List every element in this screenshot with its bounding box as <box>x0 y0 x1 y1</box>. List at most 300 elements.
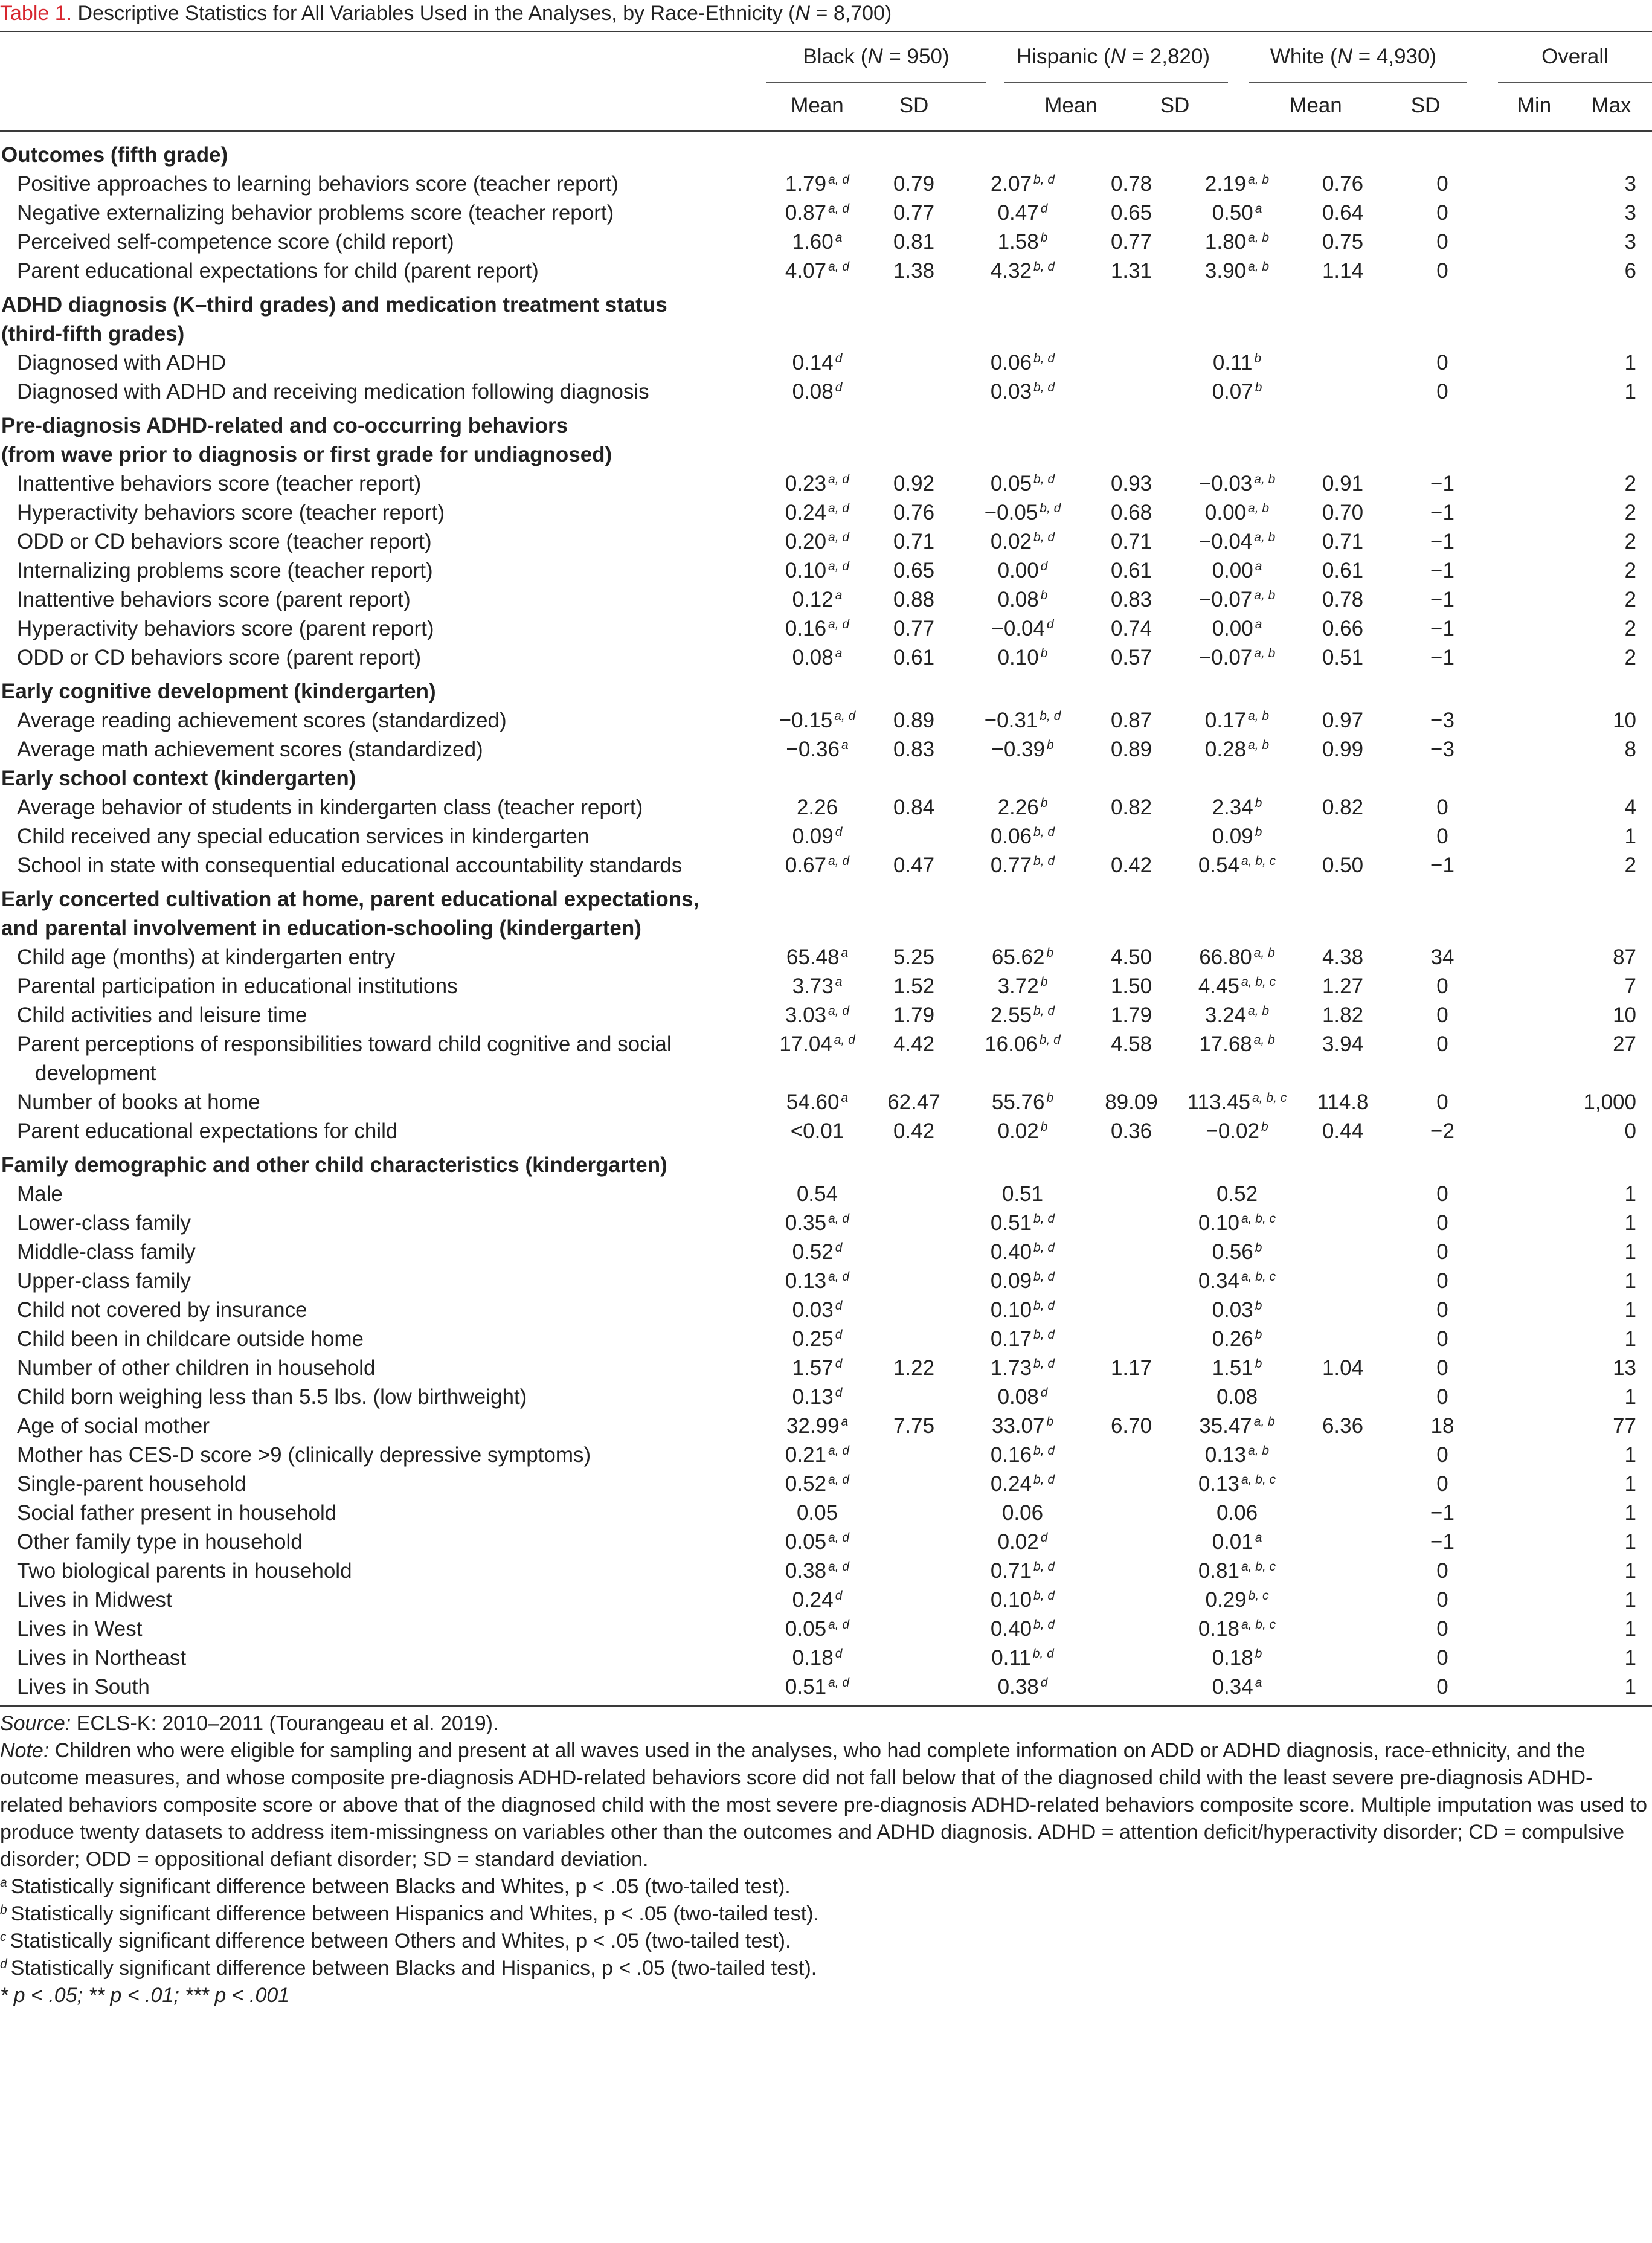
significance-superscript: b, d <box>1033 1299 1055 1313</box>
cell-white-sd <box>1297 1296 1388 1325</box>
cell-hispanic-sd <box>1086 1644 1177 1673</box>
cell-hispanic-sd <box>1086 1238 1177 1267</box>
cell-black-sd: 0.77 <box>893 617 935 640</box>
significance-superscript: b, d <box>1033 1560 1055 1574</box>
cell-hispanic-mean: 2.26 $^b$ <box>997 796 1048 819</box>
table-row <box>0 257 1652 286</box>
table-row <box>0 822 1652 851</box>
cell-overall-min: 0 <box>1436 1032 1448 1056</box>
cell-white-mean: 0.28 $^{a, b}$ <box>1204 738 1270 761</box>
significance-superscript: b, d <box>1040 709 1061 723</box>
cell-hispanic-sd <box>1086 1209 1177 1238</box>
row-label: Negative externalizing behavior problems score (teacher report) <box>17 201 614 225</box>
cell-white-sd <box>1297 1615 1388 1644</box>
table-row <box>0 1586 1652 1615</box>
table-row <box>0 469 1652 498</box>
cell-hispanic-mean: 33.07 $^b$ <box>991 1414 1054 1438</box>
header-group-hispanic: Hispanic (N = 2,820) <box>1016 45 1210 68</box>
top-rule <box>0 31 1652 32</box>
cell-black-mean: 0.67 $^{a, d}$ <box>785 854 850 877</box>
significance-superscript: d <box>1040 202 1048 216</box>
row-label: Lives in West <box>17 1617 143 1641</box>
cell-hispanic-sd: 0.74 <box>1110 617 1152 640</box>
section-heading-row <box>0 672 1652 706</box>
cell-overall-min: 0 <box>1436 1269 1448 1293</box>
cell-black-mean: 1.60 $^a$ <box>792 230 843 254</box>
table-row <box>0 228 1652 257</box>
cell-white-sd: 0.78 <box>1322 588 1364 611</box>
cell-black-sd: 1.79 <box>893 1003 935 1027</box>
significance-superscript: a, b <box>1248 260 1270 274</box>
table-row <box>0 793 1652 822</box>
cell-overall-min: 18 <box>1430 1414 1454 1438</box>
cell-white-mean: 0.10 $^{a, b, c}$ <box>1198 1211 1276 1235</box>
cell-black-mean: 0.13 $^{a, d}$ <box>785 1269 850 1293</box>
cell-hispanic-sd: 0.83 <box>1110 588 1152 611</box>
cell-white-mean: 0.13 $^{a, b}$ <box>1204 1443 1270 1467</box>
cell-black-mean: <0.01 <box>790 1119 844 1143</box>
significance-superscript: a <box>835 975 843 989</box>
significance-superscript: a, d <box>828 1560 850 1574</box>
cell-black-mean: 0.87 $^{a, d}$ <box>785 201 850 225</box>
cell-black-mean: 0.09 $^d$ <box>792 825 843 848</box>
cell-hispanic-mean: 0.51 <box>1001 1182 1044 1206</box>
cell-overall-max: 1 <box>1624 1501 1636 1525</box>
cell-white-sd: 0.82 <box>1322 796 1364 819</box>
footnote-d: $^d$ Statistically significant difference between Blacks and Hispanics, p < .05 (two-tailed test). <box>0 1957 817 1980</box>
cell-hispanic-sd <box>1086 1557 1177 1586</box>
cell-overall-min: 0 <box>1436 1472 1448 1496</box>
cell-white-sd <box>1297 1557 1388 1586</box>
row-label: Parental participation in educational institutions <box>17 974 458 998</box>
significance-superscript: b, d <box>1033 472 1055 486</box>
section-heading: Outcomes (fifth grade) <box>1 143 228 167</box>
cell-overall-max: 3 <box>1624 201 1636 225</box>
cell-hispanic-sd <box>1086 1296 1177 1325</box>
cell-hispanic-mean: 0.06 <box>1001 1501 1044 1525</box>
cell-overall-min: 0 <box>1436 1182 1448 1206</box>
significance-superscript: d <box>1040 1386 1048 1400</box>
cell-hispanic-sd <box>1086 1441 1177 1470</box>
table-row <box>0 1267 1652 1296</box>
cell-white-mean: 0.08 <box>1216 1385 1258 1409</box>
cell-overall-min: 0 <box>1436 201 1448 225</box>
row-label: Child activities and leisure time <box>17 1003 307 1027</box>
cell-white-mean: 0.81 $^{a, b, c}$ <box>1198 1559 1276 1583</box>
cell-hispanic-sd: 89.09 <box>1105 1090 1158 1114</box>
cell-white-sd: 0.75 <box>1322 230 1364 254</box>
row-label: Diagnosed with ADHD and receiving medication following diagnosis <box>17 380 649 404</box>
cell-hispanic-sd <box>1086 1470 1177 1499</box>
significance-superscript: a, d <box>828 1531 850 1545</box>
row-label: Lives in Northeast <box>17 1646 187 1670</box>
cell-overall-min: 0 <box>1436 1211 1448 1235</box>
cell-hispanic-mean: 0.40 $^{b, d}$ <box>990 1240 1055 1264</box>
cell-black-sd: 0.88 <box>893 588 935 611</box>
significance-superscript: b, d <box>1033 1004 1055 1018</box>
cell-overall-min: 0 <box>1436 1646 1448 1670</box>
significance-superscript: a, d <box>828 559 850 573</box>
table-row <box>0 1412 1652 1441</box>
cell-overall-max: 10 <box>1613 709 1636 732</box>
cell-white-sd <box>1297 1499 1388 1528</box>
significance-superscript: b <box>1040 588 1048 602</box>
cell-black-sd: 0.61 <box>893 646 935 669</box>
row-label: ODD or CD behaviors score (teacher report) <box>17 530 432 553</box>
table-row <box>0 556 1652 585</box>
significance-superscript: b, d <box>1033 1212 1055 1226</box>
table-row <box>0 1209 1652 1238</box>
cell-black-mean: 0.24 $^{a, d}$ <box>785 501 850 524</box>
header-white-sd: SD <box>1410 94 1441 117</box>
footnote-list <box>0 1873 1652 1982</box>
cell-black-mean: 1.79 $^{a, d}$ <box>785 172 850 196</box>
cell-hispanic-sd: 0.89 <box>1110 738 1152 761</box>
cell-white-sd <box>1297 1267 1388 1296</box>
cell-white-mean: 0.17 $^{a, b}$ <box>1204 709 1270 732</box>
significance-superscript: b <box>1255 1357 1262 1371</box>
cell-white-sd: 0.99 <box>1322 738 1364 761</box>
section-heading: Early concerted cultivation at home, parent educational expectations, and parental involvement in education-schooling (kindergarten) <box>1 887 699 940</box>
cell-overall-max: 8 <box>1624 738 1636 761</box>
cell-hispanic-mean: 0.09 $^{b, d}$ <box>990 1269 1055 1293</box>
section-heading: Pre-diagnosis ADHD-related and co-occurring behaviors (from wave prior to diagnosis or first grade for undiagnosed) <box>1 414 612 466</box>
cell-white-sd <box>1297 1209 1388 1238</box>
cell-white-mean: 0.01 $^a$ <box>1212 1530 1262 1554</box>
cell-overall-min: −1 <box>1430 646 1454 669</box>
significance-superscript: a, b <box>1254 472 1276 486</box>
significance-superscript: b, d <box>1033 1241 1055 1255</box>
cell-white-sd <box>1297 1528 1388 1557</box>
significance-superscript: d <box>835 1386 843 1400</box>
cell-black-sd <box>869 1325 959 1354</box>
significance-superscript: b <box>1255 1299 1262 1313</box>
cell-overall-min: −1 <box>1430 854 1454 877</box>
cell-black-mean: 2.26 <box>796 796 838 819</box>
table-row <box>0 1030 1652 1088</box>
cell-hispanic-sd <box>1086 1499 1177 1528</box>
cell-white-sd: 0.97 <box>1322 709 1364 732</box>
significance-superscript: b <box>1255 796 1262 810</box>
cell-white-mean: 0.18 $^{a, b, c}$ <box>1198 1617 1276 1641</box>
cell-white-sd: 1.82 <box>1322 1003 1364 1027</box>
cell-hispanic-mean: 2.55 $^{b, d}$ <box>990 1003 1055 1027</box>
table-footer <box>0 1710 1652 2009</box>
cell-black-mean: 0.25 $^d$ <box>792 1327 843 1351</box>
significance-superscript: a, b <box>1248 1004 1270 1018</box>
cell-black-sd <box>869 1267 959 1296</box>
cell-hispanic-sd: 0.68 <box>1110 501 1152 524</box>
row-label: Parent educational expectations for child <box>17 1119 398 1143</box>
cell-white-sd: 0.64 <box>1322 201 1364 225</box>
cell-black-mean: 0.18 $^d$ <box>792 1646 843 1670</box>
table-row <box>0 1528 1652 1557</box>
cell-black-mean: 54.60 $^a$ <box>786 1090 849 1114</box>
significance-superscript: a, b <box>1248 501 1270 515</box>
cell-hispanic-mean: 0.02 $^d$ <box>997 1530 1048 1554</box>
cell-hispanic-sd <box>1086 1267 1177 1296</box>
row-label: Parent perceptions of responsibilities toward child cognitive and social development <box>17 1032 672 1085</box>
cell-white-mean: 1.51 $^b$ <box>1212 1356 1262 1380</box>
row-label: Lives in South <box>17 1675 150 1699</box>
cell-overall-min: 0 <box>1436 1240 1448 1264</box>
row-label: Child age (months) at kindergarten entry <box>17 945 396 969</box>
table-title <box>0 0 892 27</box>
cell-hispanic-mean: −0.04 $^d$ <box>991 617 1054 640</box>
footnote-a: $^a$ Statistically significant difference between Blacks and Whites, p < .05 (two-tailed test). <box>0 1875 791 1898</box>
table-row <box>0 349 1652 378</box>
significance-superscript: a, b <box>1253 946 1275 960</box>
cell-overall-max: 1 <box>1624 1182 1636 1206</box>
row-label: Social father present in household <box>17 1501 337 1525</box>
cell-black-mean: 0.08 $^a$ <box>792 646 843 669</box>
source-line: Source: ECLS-K: 2010–2011 (Tourangeau et al. 2019). <box>0 1712 499 1735</box>
cell-overall-min: −1 <box>1430 530 1454 553</box>
cell-hispanic-sd: 0.61 <box>1110 559 1152 582</box>
cell-overall-min: 0 <box>1436 172 1448 196</box>
cell-white-sd: 0.66 <box>1322 617 1364 640</box>
cell-hispanic-mean: 16.06 $^{b, d}$ <box>985 1032 1061 1056</box>
cell-black-sd: 0.81 <box>893 230 935 254</box>
cell-black-sd: 0.47 <box>893 854 935 877</box>
cell-overall-min: 0 <box>1436 1675 1448 1699</box>
section-heading-row <box>0 286 1652 349</box>
cell-black-mean: 0.16 $^{a, d}$ <box>785 617 850 640</box>
cell-hispanic-mean: −0.31 $^{b, d}$ <box>984 709 1061 732</box>
significance-superscript: d <box>835 1647 843 1661</box>
cell-overall-min: 0 <box>1436 796 1448 819</box>
section-heading-row <box>0 407 1652 469</box>
cell-overall-max: 77 <box>1613 1414 1636 1438</box>
cell-white-mean: 0.18 $^b$ <box>1212 1646 1262 1670</box>
row-label: Age of social mother <box>17 1414 210 1438</box>
cell-black-sd <box>869 1296 959 1325</box>
cell-black-sd: 0.76 <box>893 501 935 524</box>
cell-black-sd <box>869 349 959 378</box>
cell-hispanic-mean: 65.62 $^b$ <box>991 945 1054 969</box>
significance-superscript: a <box>1255 559 1262 573</box>
table-row <box>0 527 1652 556</box>
cell-hispanic-sd <box>1086 1325 1177 1354</box>
cell-black-sd <box>869 1238 959 1267</box>
cell-overall-min: 0 <box>1436 1090 1448 1114</box>
significance-superscript: a, d <box>828 202 850 216</box>
cell-white-sd <box>1297 1238 1388 1267</box>
significance-superscript: b, d <box>1033 260 1055 274</box>
table-row <box>0 1644 1652 1673</box>
significance-superscript: b, d <box>1033 1270 1055 1284</box>
cell-black-sd: 0.84 <box>893 796 935 819</box>
cell-hispanic-sd: 6.70 <box>1110 1414 1152 1438</box>
table-row <box>0 1470 1652 1499</box>
cell-white-sd: 0.50 <box>1322 854 1364 877</box>
row-label: Hyperactivity behaviors score (parent report) <box>17 617 434 640</box>
cell-white-mean: 35.47 $^{a, b}$ <box>1199 1414 1275 1438</box>
significance-superscript: a, b <box>1248 738 1270 752</box>
cell-hispanic-sd: 0.42 <box>1110 854 1152 877</box>
significance-superscript: a, d <box>828 1212 850 1226</box>
cell-white-sd <box>1297 822 1388 851</box>
section-heading-row <box>0 880 1652 943</box>
cell-hispanic-sd: 0.57 <box>1110 646 1152 669</box>
cell-hispanic-mean: 0.06 $^{b, d}$ <box>990 825 1055 848</box>
cell-hispanic-mean: 0.02 $^b$ <box>997 1119 1048 1143</box>
header-white-mean: Mean <box>1289 94 1342 117</box>
significance-superscript: d <box>1040 559 1048 573</box>
cell-hispanic-mean: 0.17 $^{b, d}$ <box>990 1327 1055 1351</box>
section-heading: Early cognitive development (kindergarten) <box>1 680 436 703</box>
cell-overall-max: 1 <box>1624 1559 1636 1583</box>
significance-superscript: a <box>841 1415 849 1429</box>
cell-hispanic-sd: 4.50 <box>1110 945 1152 969</box>
header-overall-max: Max <box>1591 94 1631 117</box>
cell-hispanic-mean: 0.08 $^d$ <box>997 1385 1048 1409</box>
cell-white-mean: −0.07 $^{a, b}$ <box>1198 588 1276 611</box>
significance-superscript: a, b, c <box>1241 1560 1276 1574</box>
cell-white-mean: 0.00 $^a$ <box>1212 617 1262 640</box>
cell-overall-min: −1 <box>1430 1530 1454 1554</box>
cell-white-mean: −0.07 $^{a, b}$ <box>1198 646 1276 669</box>
cell-white-mean: −0.02 $^b$ <box>1206 1119 1268 1143</box>
cell-hispanic-mean: −0.39 $^b$ <box>991 738 1054 761</box>
cell-black-mean: 0.52 $^{a, d}$ <box>785 1472 850 1496</box>
row-label: ODD or CD behaviors score (parent report) <box>17 646 422 669</box>
significance-superscript: b <box>1255 1328 1262 1342</box>
cell-black-mean: 0.03 $^d$ <box>792 1298 843 1322</box>
significance-superscript: b, d <box>1033 173 1055 187</box>
cell-white-sd: 0.70 <box>1322 501 1364 524</box>
cell-black-mean: 4.07 $^{a, d}$ <box>785 259 850 283</box>
row-label: Male <box>17 1182 63 1206</box>
significance-superscript: b <box>1040 1120 1048 1134</box>
cell-overall-max: 2 <box>1624 617 1636 640</box>
significance-superscript: b, d <box>1039 1033 1061 1047</box>
cell-black-mean: 0.05 $^{a, d}$ <box>785 1617 850 1641</box>
significance-superscript: a <box>841 946 849 960</box>
significance-superscript: a, d <box>828 472 850 486</box>
cell-overall-max: 2 <box>1624 588 1636 611</box>
cell-overall-max: 6 <box>1624 259 1636 283</box>
significance-superscript: d <box>835 381 843 394</box>
significance-superscript: b, d <box>1040 501 1061 515</box>
stats-table <box>0 136 1652 1702</box>
cell-hispanic-mean: 0.38 $^d$ <box>997 1675 1048 1699</box>
significance-superscript: a <box>1255 1531 1262 1545</box>
cell-overall-min: 34 <box>1430 945 1454 969</box>
cell-overall-max: 1 <box>1624 1327 1636 1351</box>
cell-hispanic-sd <box>1086 378 1177 407</box>
cell-white-mean: 4.45 $^{a, b, c}$ <box>1198 974 1276 998</box>
significance-superscript: a <box>1255 1676 1262 1690</box>
table-row <box>0 1001 1652 1030</box>
cell-black-sd <box>869 822 959 851</box>
cell-white-mean: 0.34 $^{a, b, c}$ <box>1198 1269 1276 1293</box>
significance-superscript: b, d <box>1033 530 1055 544</box>
cell-black-mean: 17.04 $^{a, d}$ <box>779 1032 855 1056</box>
cell-white-mean: 0.03 $^b$ <box>1212 1298 1262 1322</box>
cell-white-mean: 0.11 $^b$ <box>1212 351 1262 375</box>
cell-black-mean: 3.73 $^a$ <box>792 974 843 998</box>
significance-superscript: b, d <box>1033 1328 1055 1342</box>
cell-overall-min: 0 <box>1436 1298 1448 1322</box>
cell-hispanic-sd <box>1086 1383 1177 1412</box>
cell-hispanic-mean: 0.03 $^{b, d}$ <box>990 380 1055 404</box>
cell-hispanic-sd <box>1086 1528 1177 1557</box>
cell-black-mean: 0.35 $^{a, d}$ <box>785 1211 850 1235</box>
cell-black-sd <box>869 1499 959 1528</box>
cell-hispanic-mean: 0.10 $^{b, d}$ <box>990 1588 1055 1612</box>
significance-superscript: d <box>1040 1531 1048 1545</box>
cell-black-mean: 0.23 $^{a, d}$ <box>785 472 850 495</box>
cell-black-sd: 0.92 <box>893 472 935 495</box>
section-heading: Family demographic and other child characteristics (kindergarten) <box>1 1153 667 1177</box>
row-label: Mother has CES-D score >9 (clinically depressive symptoms) <box>17 1443 591 1467</box>
cell-white-sd: 1.04 <box>1322 1356 1364 1380</box>
section-heading-row <box>0 136 1652 170</box>
cell-overall-max: 1 <box>1624 351 1636 375</box>
significance-superscript: a <box>835 588 843 602</box>
cell-black-sd <box>869 1673 959 1702</box>
group-rule-white <box>1249 82 1467 83</box>
significance-superscript: a, b, c <box>1241 1270 1276 1284</box>
cell-white-sd <box>1297 1180 1388 1209</box>
table-row <box>0 1383 1652 1412</box>
significance-superscript: a <box>841 1091 849 1105</box>
cell-white-sd: 1.27 <box>1322 974 1364 998</box>
cell-black-mean: 0.38 $^{a, d}$ <box>785 1559 850 1583</box>
cell-hispanic-sd: 1.31 <box>1110 259 1152 283</box>
header-black-sd: SD <box>899 94 929 117</box>
table-row <box>0 851 1652 880</box>
cell-overall-min: 0 <box>1436 351 1448 375</box>
cell-white-sd <box>1297 1383 1388 1412</box>
cell-white-mean: −0.04 $^{a, b}$ <box>1198 530 1276 553</box>
significance-superscript: d <box>835 1357 843 1371</box>
significance-superscript: d <box>1046 617 1054 631</box>
section-heading: Early school context (kindergarten) <box>1 767 356 790</box>
cell-black-mean: 0.13 $^d$ <box>792 1385 843 1409</box>
cell-hispanic-sd <box>1086 822 1177 851</box>
cell-black-sd: 0.79 <box>893 172 935 196</box>
significance-superscript: a, b <box>1248 231 1270 245</box>
significance-superscript: a, d <box>828 173 850 187</box>
cell-black-sd <box>869 1383 959 1412</box>
cell-black-mean: 1.57 $^d$ <box>792 1356 843 1380</box>
cell-overall-max: 2 <box>1624 559 1636 582</box>
cell-white-sd <box>1297 1470 1388 1499</box>
cell-overall-max: 2 <box>1624 854 1636 877</box>
cell-hispanic-sd: 0.36 <box>1110 1119 1152 1143</box>
row-label: Inattentive behaviors score (teacher report) <box>17 472 422 495</box>
significance-superscript: a, b, c <box>1252 1091 1287 1105</box>
cell-hispanic-sd <box>1086 1615 1177 1644</box>
cell-hispanic-mean: 0.00 $^d$ <box>997 559 1048 582</box>
cell-black-sd: 0.71 <box>893 530 935 553</box>
significance-superscript: b <box>1255 825 1262 839</box>
table-caption: Descriptive Statistics for All Variables Used in the Analyses, by Race-Ethnicity (N = 8,700) <box>77 2 892 25</box>
significance-superscript: b, d <box>1033 1589 1055 1603</box>
significance-superscript: b, d <box>1033 1473 1055 1487</box>
cell-overall-min: 0 <box>1436 230 1448 254</box>
table-row <box>0 1673 1652 1702</box>
cell-black-mean: 0.08 $^d$ <box>792 380 843 404</box>
cell-hispanic-mean: 0.02 $^{b, d}$ <box>990 530 1055 553</box>
table-row <box>0 614 1652 643</box>
cell-white-mean: 0.00 $^a$ <box>1212 559 1262 582</box>
cell-overall-max: 3 <box>1624 172 1636 196</box>
cell-hispanic-mean: 0.77 $^{b, d}$ <box>990 854 1055 877</box>
cell-overall-max: 2 <box>1624 501 1636 524</box>
